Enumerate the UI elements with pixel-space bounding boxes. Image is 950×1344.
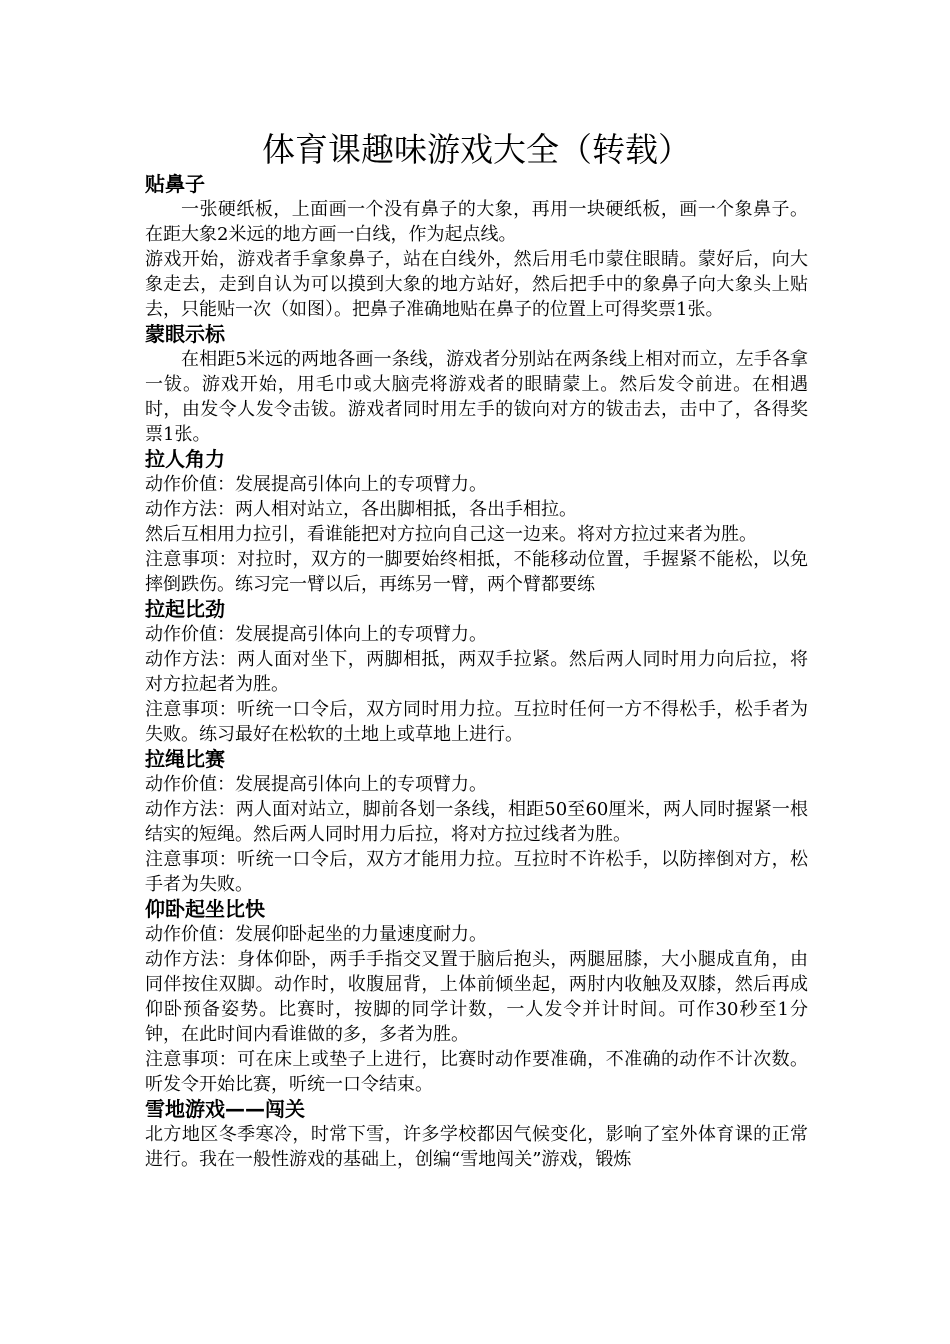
- paragraph: 注意事项：对拉时，双方的一脚要始终相抵，不能移动位置，手握紧不能松，以免摔倒跌伤。练习完一臂以后，再练另一臂，两个臂都要练: [145, 549, 808, 595]
- section-laqi-bijin: [145, 597, 808, 747]
- section-heading: 拉绳比赛: [145, 747, 225, 771]
- section-tie-bizi: [145, 172, 808, 322]
- section-heading: 仰卧起坐比快: [145, 897, 265, 921]
- paragraph: 动作价值：发展提高引体向上的专项臂力。: [145, 774, 487, 795]
- paragraph: 动作方法：两人相对站立，各出脚相抵，各出手相拉。: [145, 499, 577, 520]
- section-heading: 拉起比劲: [145, 597, 225, 621]
- section-mengyan-shibiao: [145, 322, 808, 447]
- paragraph: 注意事项：听统一口令后，双方才能用力拉。互拉时不许松手，以防摔倒对方，松手者为失败。: [145, 849, 808, 895]
- page-title: 体育课趣味游戏大全（转载）: [262, 130, 691, 169]
- paragraph: 然后互相用力拉引，看谁能把对方拉向自己这一边来。将对方拉过来者为胜。: [145, 524, 757, 545]
- paragraph: 一张硬纸板，上面画一个没有鼻子的大象，再用一块硬纸板，画一个象鼻子。在距大象2米远的地方画一白线，作为起点线。: [145, 199, 808, 245]
- section-laren-jiaoli: [145, 447, 808, 597]
- section-heading: 贴鼻子: [145, 172, 205, 196]
- section-heading: 雪地游戏——闯关: [145, 1097, 305, 1121]
- paragraph: 游戏开始，游戏者手拿象鼻子，站在白线外，然后用毛巾蒙住眼睛。蒙好后，向大象走去，走到自认为可以摸到大象的地方站好，然后把手中的象鼻子向大象头上贴去，只能贴一次（如图）。把鼻子准确地贴在鼻子的位置上可得奖票1张。: [145, 249, 808, 320]
- paragraph: 北方地区冬季寒冷，时常下雪，许多学校都因气候变化，影响了室外体育课的正常进行。我在一般性游戏的基础上，创编“雪地闯关”游戏，锻炼: [145, 1124, 808, 1170]
- section-lasheng-bisai: [145, 747, 808, 897]
- paragraph: 注意事项：听统一口令后，双方同时用力拉。互拉时任何一方不得松手，松手者为失败。练习最好在松软的土地上或草地上进行。: [145, 699, 808, 745]
- paragraph: 动作价值：发展仰卧起坐的力量速度耐力。: [145, 924, 487, 945]
- section-yangwo-qizuo: [145, 897, 808, 1097]
- paragraph: 动作方法：两人面对坐下，两脚相抵，两双手拉紧。然后两人同时用力向后拉，将对方拉起者为胜。: [145, 649, 808, 695]
- paragraph: 动作价值：发展提高引体向上的专项臂力。: [145, 624, 487, 645]
- paragraph: 在相距5米远的两地各画一条线，游戏者分别站在两条线上相对而立，左手各拿一钹。游戏开始，用毛巾或大脑壳将游戏者的眼睛蒙上。然后发令前进。在相遇时，由发令人发令击钹。游戏者同时用左手的钹向对方的钹击去，击中了，各得奖票1张。: [145, 349, 808, 445]
- paragraph: 动作方法：身体仰卧，两手手指交叉置于脑后抱头，两腿屈膝，大小腿成直角，由同伴按住双脚。动作时，收腹屈背，上体前倾坐起，两肘内收触及双膝，然后再成仰卧预备姿势。比赛时，按脚的同学计数，一人发令并计时间。可作30秒至1分钟，在此时间内看谁做的多，多者为胜。: [145, 949, 808, 1045]
- paragraph: 注意事项：可在床上或垫子上进行，比赛时动作要准确，不准确的动作不计次数。听发令开始比赛，听统一口令结束。: [145, 1049, 808, 1095]
- paragraph: 动作价值：发展提高引体向上的专项臂力。: [145, 474, 487, 495]
- section-heading: 拉人角力: [145, 447, 225, 471]
- paragraph: 动作方法：两人面对站立，脚前各划一条线，相距50至60厘米，两人同时握紧一根结实的短绳。然后两人同时用力后拉，将对方拉过线者为胜。: [145, 799, 808, 845]
- section-heading: 蒙眼示标: [145, 322, 225, 346]
- section-xuedi-chuangguan: [145, 1097, 808, 1172]
